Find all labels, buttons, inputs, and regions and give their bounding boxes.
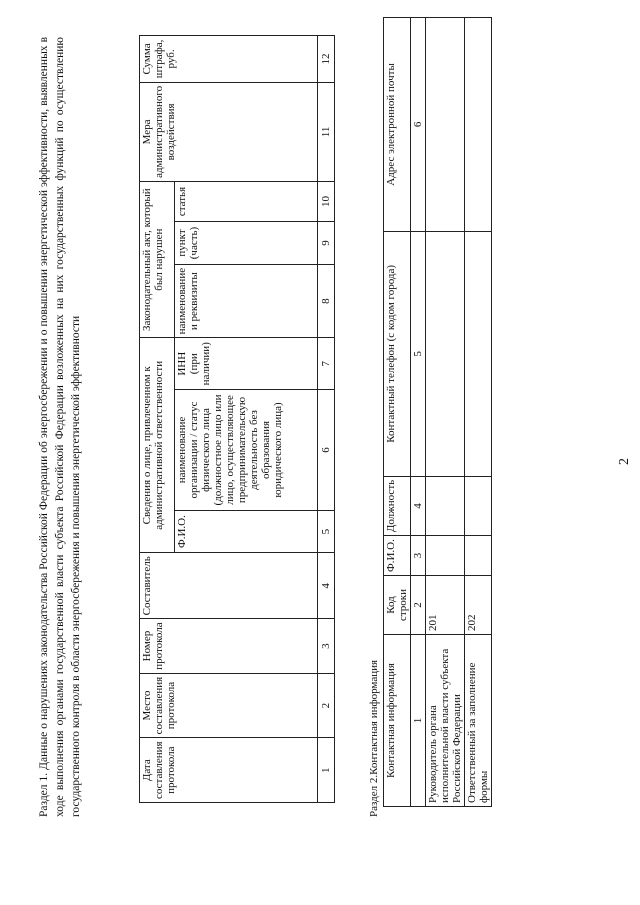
column-number: 10 bbox=[318, 181, 335, 221]
cell-position bbox=[426, 476, 465, 535]
col-measure-header: Мера административного воздействия bbox=[140, 82, 318, 181]
col-act-point-header: пункт (часть) bbox=[174, 222, 317, 265]
col-inn-header: ИНН (при наличии) bbox=[174, 338, 317, 390]
column-number: 6 bbox=[411, 18, 426, 232]
column-number: 1 bbox=[318, 738, 335, 803]
column-number-row bbox=[318, 36, 335, 803]
column-number: 2 bbox=[318, 673, 335, 738]
table-row bbox=[465, 18, 492, 807]
cell-phone bbox=[465, 231, 492, 476]
col-author-header: Составитель bbox=[140, 553, 318, 619]
column-number-row bbox=[411, 18, 426, 807]
row-code: 201 bbox=[426, 576, 465, 635]
col-contact-info-header: Контактная информация bbox=[384, 635, 411, 807]
col-act-article-header: статья bbox=[174, 181, 317, 221]
column-number: 5 bbox=[411, 231, 426, 476]
col-code-header: Код строки bbox=[384, 576, 411, 635]
col-number-header: Номер протокола bbox=[140, 619, 318, 673]
column-number: 2 bbox=[411, 576, 426, 635]
column-number: 3 bbox=[411, 536, 426, 576]
column-number: 6 bbox=[318, 390, 335, 511]
col-act-name-header: наименование и реквизиты bbox=[174, 264, 317, 337]
contacts-table bbox=[383, 17, 492, 807]
column-number: 1 bbox=[411, 635, 426, 807]
col-fine-header: Сумма штрафа, руб. bbox=[140, 36, 318, 83]
column-number: 8 bbox=[318, 264, 335, 337]
table-header-row bbox=[140, 36, 175, 803]
page-number: 2 bbox=[617, 458, 632, 465]
column-number: 12 bbox=[318, 36, 335, 83]
column-number: 4 bbox=[318, 553, 335, 619]
column-number: 11 bbox=[318, 82, 335, 181]
cell-fio bbox=[426, 536, 465, 576]
cell-position bbox=[465, 476, 492, 535]
cell-phone bbox=[426, 231, 465, 476]
col-position-header: Должность bbox=[384, 476, 411, 535]
person-group-header: Сведения о лице, привлеченном к административной ответственности bbox=[140, 338, 175, 553]
col-org-header: наименование организации / статус физического лица (должностное лицо или лицо, осуществляющее предпринимательскую деятельность без образования юридического лица) bbox=[174, 390, 317, 511]
column-number: 9 bbox=[318, 222, 335, 265]
column-number: 5 bbox=[318, 510, 335, 552]
table-header-row bbox=[384, 18, 411, 807]
cell-fio bbox=[465, 536, 492, 576]
col-date-header: Дата составления протокола bbox=[140, 738, 318, 803]
col-phone-header: Контактный телефон (с кодом города) bbox=[384, 231, 411, 476]
col-email-header: Адрес электронной почты bbox=[384, 18, 411, 232]
cell-email bbox=[426, 18, 465, 232]
contact-label: Ответственный за заполнение формы bbox=[465, 635, 492, 807]
section1-title: Раздел 1. Данные о нарушениях законодательства Российской Федерации об энергосбережении и о повышении энергетической эффективности, выявленных в ходе выполнения органами государственной власти субъекта Российской Федерации возложенных на них государственных функций по осуществлению государственного контроля в области энергосбережения и повышения энергетической эффективности bbox=[38, 37, 82, 817]
contact-label: Руководитель органа исполнительной власти субъекта Российской Федерации bbox=[426, 635, 465, 807]
col-fio-header: Ф.И.О. bbox=[384, 536, 411, 576]
table-row bbox=[426, 18, 465, 807]
col-place-header: Место составления протокола bbox=[140, 673, 318, 738]
column-number: 3 bbox=[318, 619, 335, 673]
section2-title: Раздел 2.Контактная информация bbox=[368, 659, 380, 817]
row-code: 202 bbox=[465, 576, 492, 635]
column-number: 7 bbox=[318, 338, 335, 390]
col-fio-header: Ф.И.О. bbox=[174, 510, 317, 552]
violations-table bbox=[139, 35, 335, 803]
act-group-header: Законодательный акт, который был нарушен bbox=[140, 181, 175, 337]
cell-email bbox=[465, 18, 492, 232]
column-number: 4 bbox=[411, 476, 426, 535]
